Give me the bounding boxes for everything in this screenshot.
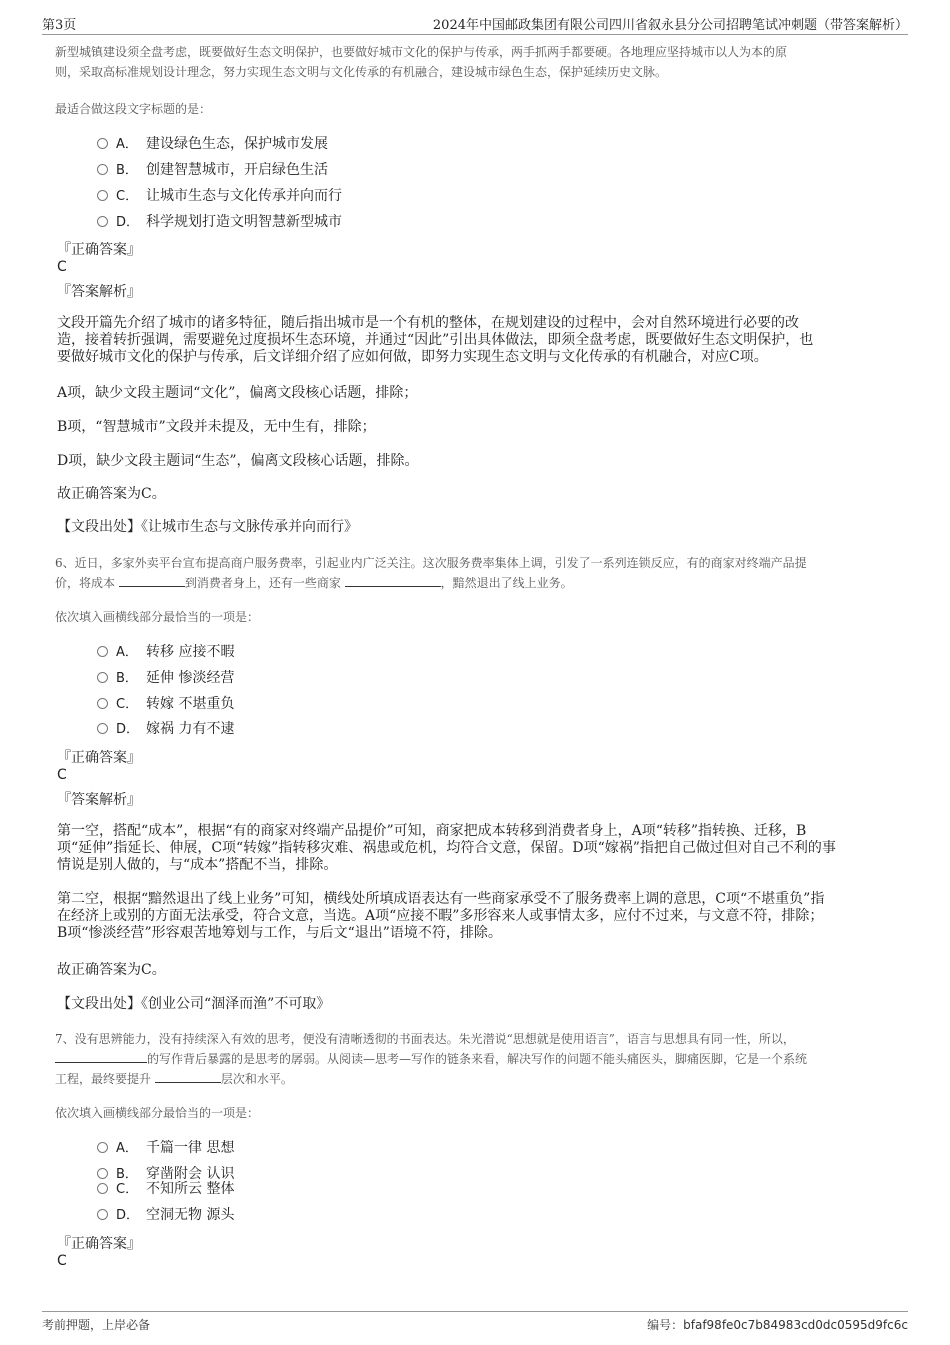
document-title: 2024年中国邮政集团有限公司四川省叙永县分公司招聘笔试冲刺题（带答案解析） [432, 18, 908, 33]
q6-question-line: 6、近日，多家外卖平台宣布提高商户服务费率，引起业内广泛关注。这次服务费率集体上调，引发了一系列连锁反应，有的商家对终端产品提 [55, 556, 807, 570]
q6-text: ，黯然退出了线上业务。 [440, 576, 573, 590]
option-text: 转嫁 不堪重负 [146, 696, 235, 712]
q5-option-a[interactable] [97, 134, 328, 154]
option-text: 嫁祸 力有不逮 [146, 721, 235, 737]
option-text: 空洞无物 源头 [146, 1207, 235, 1223]
radio-icon[interactable] [97, 190, 108, 201]
q6-analysis-paragraph-2 [57, 891, 897, 942]
q7-text: 层次和水平。 [220, 1072, 293, 1086]
option-letter: C． [116, 697, 139, 712]
fill-blank [55, 1050, 147, 1063]
document-id: 编号：bfaf98fe0c7b84983cd0dc0595d9fc6c [647, 1318, 908, 1332]
q5-analysis-b: B项，“智慧城市”文段并未提及，无中生有，排除； [57, 419, 376, 435]
option-text: 穿凿附会 认识 [146, 1166, 235, 1182]
page-footer [42, 1311, 908, 1338]
q5-option-b[interactable] [97, 160, 328, 180]
q7-answer: C [57, 1253, 67, 1269]
q5-passage-line: 新型城镇建设须全盘考虑，既要做好生态文明保护，也要做好城市文化的保护与传承，两手抓两手都要硬。各地理应坚持城市以人为本的原 [55, 45, 788, 59]
q5-source: 【文段出处】《让城市生态与文脉传承并向而行》 [57, 519, 358, 535]
radio-icon[interactable] [97, 646, 108, 657]
option-letter: D． [116, 1208, 140, 1223]
analysis-line: 情说是别人做的，与“成本”搭配不当，排除。 [57, 857, 338, 873]
q6-option-d[interactable] [97, 719, 234, 739]
page-number: 第3页 [42, 18, 77, 33]
analysis-line: 项“延伸”指延长、伸展，C项“转嫁”指转移灾难、祸患或危机，均符合文意，保留。D项“嫁祸”指把自己做过但对自己不利的事 [57, 840, 836, 856]
q5-analysis-label: 『答案解析』 [57, 284, 141, 300]
option-text: 不知所云 整体 [146, 1181, 235, 1197]
q6-option-c[interactable] [97, 694, 234, 714]
option-letter: B． [116, 1167, 138, 1182]
q6-source: 【文段出处】《创业公司“涸泽而渔”不可取》 [57, 996, 331, 1012]
radio-icon[interactable] [97, 723, 108, 734]
q5-conclusion: 故正确答案为C。 [57, 486, 166, 502]
option-letter: B． [116, 671, 138, 686]
q7-option-a[interactable] [97, 1138, 234, 1158]
q5-passage [55, 42, 895, 82]
radio-icon[interactable] [97, 1183, 108, 1194]
q6-prompt: 依次填入画横线部分最恰当的一项是： [55, 610, 260, 624]
option-letter: D． [116, 722, 140, 737]
fill-blank [119, 574, 185, 587]
q7-question-line [55, 1049, 895, 1069]
q7-option-d[interactable] [97, 1205, 234, 1225]
radio-icon[interactable] [97, 138, 108, 149]
radio-icon[interactable] [97, 1209, 108, 1220]
q7-option-c[interactable] [97, 1179, 234, 1199]
analysis-line: 造，接着转折强调，需要避免过度损坏生态环境，并通过“因此”引出具体做法，即须全盘考虑，既要做好生态文明保护，也 [57, 332, 814, 348]
analysis-line: B项“惨淡经营”形容艰苦地筹划与工作，与后文“退出”语境不符，排除。 [57, 925, 502, 941]
option-letter: A． [116, 137, 138, 152]
q7-question-line: 7、没有思辨能力，没有持续深入有效的思考，便没有清晰透彻的书面表达。朱光潜说“思想就是使用语言”，语言与思想具有同一性，所以， [55, 1032, 795, 1046]
q6-answer: C [57, 767, 67, 783]
option-letter: C． [116, 1182, 139, 1197]
option-text: 让城市生态与文化传承并向而行 [146, 188, 342, 204]
option-text: 科学规划打造文明智慧新型城市 [146, 214, 342, 230]
q6-analysis-paragraph-1 [57, 823, 897, 874]
radio-icon[interactable] [97, 216, 108, 227]
q5-answer-label: 『正确答案』 [57, 242, 141, 258]
q7-prompt: 依次填入画横线部分最恰当的一项是： [55, 1106, 260, 1120]
q5-option-d[interactable] [97, 212, 342, 232]
q6-text: 到消费者身上，还有一些商家 [184, 576, 345, 590]
q5-analysis-a: A项，缺少文段主题词“文化”，偏离文段核心话题，排除； [57, 385, 418, 401]
analysis-line: 要做好城市文化的保护与传承，后文详细介绍了应如何做，即努力实现生态文明与文化传承的有机融合，对应C项。 [57, 349, 768, 365]
option-text: 千篇一律 思想 [146, 1140, 235, 1156]
q5-option-c[interactable] [97, 186, 342, 206]
option-letter: D． [116, 215, 140, 230]
q6-analysis-label: 『答案解析』 [57, 792, 141, 808]
footer-slogan: 考前押题，上岸必备 [42, 1318, 151, 1332]
analysis-line: 第二空，根据“黯然退出了线上业务”可知，横线处所填成语表达有一些商家承受不了服务费率上调的意思，C项“不堪重负”指 [57, 891, 825, 907]
q6-option-a[interactable] [97, 642, 234, 662]
option-letter: B． [116, 163, 138, 178]
q5-passage-line: 则，采取高标准规划设计理念，努力实现生态文明与文化传承的有机融合，建设城市绿色生态，保护延续历史文脉。 [55, 65, 668, 79]
radio-icon[interactable] [97, 1142, 108, 1153]
option-text: 延伸 惨淡经营 [146, 670, 235, 686]
q6-question [55, 553, 895, 593]
radio-icon[interactable] [97, 164, 108, 175]
q7-answer-label: 『正确答案』 [57, 1236, 141, 1252]
option-letter: A． [116, 645, 138, 660]
q5-answer: C [57, 259, 67, 275]
q5-analysis-paragraph [57, 315, 897, 366]
analysis-line: 文段开篇先介绍了城市的诸多特征，随后指出城市是一个有机的整体，在规划建设的过程中，会对自然环境进行必要的改 [57, 315, 799, 331]
option-text: 转移 应接不暇 [146, 644, 235, 660]
q7-question [55, 1029, 895, 1089]
q6-option-b[interactable] [97, 668, 234, 688]
q6-question-line [55, 573, 895, 593]
q7-text: 的写作背后暴露的是思考的孱弱。从阅读—思考—写作的链条来看，解决写作的问题不能头痛医头，脚痛医脚，它是一个系统 [147, 1052, 808, 1066]
page-header [42, 12, 908, 35]
option-text: 创建智慧城市，开启绿色生活 [146, 162, 328, 178]
radio-icon[interactable] [97, 672, 108, 683]
option-text: 建设绿色生态，保护城市发展 [146, 136, 328, 152]
q5-prompt: 最适合做这段文字标题的是： [55, 102, 212, 116]
q7-question-line [55, 1069, 895, 1089]
radio-icon[interactable] [97, 698, 108, 709]
q6-answer-label: 『正确答案』 [57, 750, 141, 766]
q6-conclusion: 故正确答案为C。 [57, 962, 166, 978]
radio-icon[interactable] [97, 1168, 108, 1179]
analysis-line: 在经济上或别的方面无法承受，符合文意，当选。A项“应接不暇”多形容来人或事情太多，应付不过来，与文意不符，排除； [57, 908, 824, 924]
q7-text: 工程，最终要提升 [55, 1072, 155, 1086]
q5-analysis-d: D项，缺少文段主题词“生态”，偏离文段核心话题，排除。 [57, 453, 419, 469]
fill-blank [155, 1070, 221, 1083]
analysis-line: 第一空，搭配“成本”，根据“有的商家对终端产品提价”可知，商家把成本转移到消费者身上，A项“转移”指转换、迁移，B [57, 823, 807, 839]
option-letter: C． [116, 189, 139, 204]
option-letter: A． [116, 1141, 138, 1156]
fill-blank [345, 574, 441, 587]
q6-text: 价，将成本 [55, 576, 119, 590]
